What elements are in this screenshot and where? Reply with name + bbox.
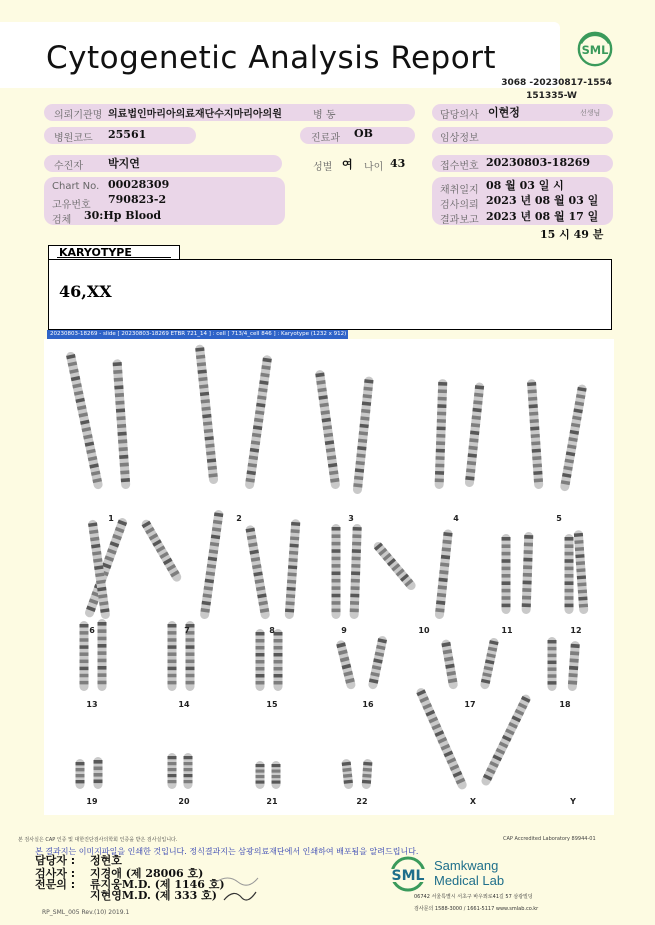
chromosome-shape xyxy=(112,359,130,489)
sex-value: 여 xyxy=(342,158,353,171)
chromosome-label: 7 xyxy=(184,626,190,635)
samkwang-logo-icon xyxy=(386,855,432,893)
ward-label: 병 동 xyxy=(313,110,336,121)
receipt-no-label: 접수번호 xyxy=(440,161,479,172)
chromosome-shape xyxy=(441,639,459,690)
chromosome-shape xyxy=(332,524,341,619)
chromosome-shape xyxy=(245,525,270,620)
chromosome-label: 16 xyxy=(362,700,374,709)
physician-value: 이현정 xyxy=(488,106,520,119)
chromosome-shape xyxy=(522,532,534,614)
chromosome-shape xyxy=(527,379,544,489)
staff-role: 전문의 : xyxy=(35,878,76,891)
chromosome-label: 3 xyxy=(348,514,354,523)
age-value: 43 xyxy=(390,157,406,170)
document-id-suffix: 151335-W xyxy=(526,91,577,101)
sml-logo-text: SML xyxy=(581,42,609,57)
chart-no-label: Chart No. xyxy=(52,181,100,192)
chromosome-label: X xyxy=(469,797,477,806)
samkwang-logo-text: SML xyxy=(391,868,425,884)
karyotype-value: 46,XX xyxy=(59,282,112,301)
chromosome-label: 8 xyxy=(269,626,275,635)
specimen-value: 30:Hp Blood xyxy=(84,209,162,222)
unique-no-value: 790823-2 xyxy=(108,193,167,206)
report-time-value: 15 시 49 분 xyxy=(540,228,604,241)
chromosome-shape xyxy=(560,384,588,492)
chromosome-shape xyxy=(140,518,183,583)
chromosome-shape xyxy=(372,540,417,592)
physician-label: 담당의사 xyxy=(440,110,479,121)
chromosome-label: 4 xyxy=(453,514,459,523)
chromosome-shape xyxy=(341,759,353,790)
receipt-no-value: 20230803-18269 xyxy=(486,156,591,169)
print-notice: 본 결과지는 이미지파일을 인쇄한 것입니다. 정식결과지는 삼광의료재단에서 인쇄하여 배포됨을 알려드립니다. xyxy=(35,847,419,856)
chromosome-shape xyxy=(435,379,448,489)
chromosome-shape xyxy=(245,355,273,490)
cap-statement: 본 검사실은 CAP 인증 및 대한진단검사의학회 인증을 받은 검사실입니다. xyxy=(18,837,178,843)
lab-phone: 검사문의 1588-3000 / 1661-5117 www.smlab.co.kr xyxy=(414,906,539,912)
institution-label: 의뢰기관명 xyxy=(54,110,103,121)
chromosome-label: 2 xyxy=(236,514,242,523)
chromosome-shape xyxy=(272,761,281,789)
lab-name-line1: Samkwang xyxy=(434,858,499,873)
request-date-value: 2023 년 08 월 03 일 xyxy=(486,194,599,207)
chromosome-label: 12 xyxy=(570,626,582,635)
sex-label: 성별 xyxy=(313,162,333,173)
hospital-code-label: 병원코드 xyxy=(54,133,93,144)
staff-role: 담당자 : xyxy=(35,854,76,867)
chromosome-label: 9 xyxy=(341,626,347,635)
chromosome-shape xyxy=(574,530,589,614)
chromosome-shape xyxy=(200,509,224,619)
report-title: Cytogenetic Analysis Report xyxy=(46,40,497,76)
report-date-value: 2023 년 08 월 17 일 xyxy=(486,210,599,223)
chromosome-shape xyxy=(315,370,341,490)
chromosome-label: 14 xyxy=(178,700,190,709)
chromosome-label: 18 xyxy=(559,700,571,709)
chromosome-shape xyxy=(435,529,453,619)
chromosome-shape xyxy=(368,635,388,690)
chart-no-value: 00028309 xyxy=(108,178,170,191)
chromosome-shape xyxy=(480,637,500,690)
unique-no-label: 고유번호 xyxy=(52,200,91,211)
patient-value: 박지연 xyxy=(108,157,140,170)
staff-name: 지경애 (제 28006 호) xyxy=(90,867,204,880)
chromosome-shape xyxy=(65,351,103,490)
staff-role: 검사자 : xyxy=(35,867,76,880)
chromosome-shape xyxy=(350,524,362,619)
chromosome-label: 19 xyxy=(86,797,98,806)
chromosome-shape xyxy=(568,641,580,692)
collect-date-label: 채취일지 xyxy=(440,185,479,196)
department-value: OB xyxy=(354,127,373,140)
chromosome-label: 20 xyxy=(178,797,190,806)
chromosome-shape xyxy=(94,757,103,789)
chromosome-shape xyxy=(256,629,265,691)
chromosome-shape xyxy=(480,693,532,787)
lab-address: 06742 서울특별시 서초구 바우뫼로41길 57 삼광빌딩 xyxy=(414,894,533,900)
chromosome-shape xyxy=(502,534,511,614)
chromosome-label: 22 xyxy=(356,797,368,806)
chromosome-label: 13 xyxy=(86,700,98,709)
hospital-code-value: 25561 xyxy=(108,128,147,141)
chromosome-shape xyxy=(256,761,265,789)
karyogram-chromosomes xyxy=(44,339,614,815)
chromosome-shape xyxy=(336,639,357,690)
karyotype-box xyxy=(48,259,612,330)
document-id: 3068 -20230817-1554 xyxy=(501,78,612,88)
institution-value: 의료법인마리아의료재단수지마리아의원 xyxy=(108,109,282,120)
age-label: 나이 xyxy=(364,162,384,173)
specimen-label: 검체 xyxy=(52,215,72,226)
chromosome-label: 6 xyxy=(89,626,95,635)
chromosome-label: 21 xyxy=(266,797,278,806)
karyogram-image xyxy=(44,339,614,815)
chromosome-label: 11 xyxy=(501,626,513,635)
chromosome-label: 15 xyxy=(266,700,278,709)
request-date-label: 검사의뢰 xyxy=(440,200,479,211)
staff-name: 지현영M.D. (제 333 호) xyxy=(90,889,217,902)
chromosome-shape xyxy=(76,759,85,789)
clinical-info-label: 임상정보 xyxy=(440,133,479,144)
chromosome-shape xyxy=(285,519,301,619)
signature-icon xyxy=(210,868,270,908)
department-label: 진료과 xyxy=(311,133,340,144)
chromosome-shape xyxy=(353,376,374,494)
chromosome-shape xyxy=(362,759,373,790)
chromosome-shape xyxy=(184,753,193,789)
chromosome-label: 5 xyxy=(556,514,562,523)
chromosome-shape xyxy=(465,382,485,487)
chromosome-shape xyxy=(565,534,574,614)
lab-name-line2: Medical Lab xyxy=(434,873,505,888)
chromosome-shape xyxy=(195,344,219,484)
staff-row xyxy=(35,876,225,892)
chromosome-label: Y xyxy=(570,797,576,806)
chromosome-shape xyxy=(548,637,557,691)
sml-logo-icon xyxy=(576,30,614,68)
chromosome-shape xyxy=(274,629,283,691)
chromosome-shape xyxy=(168,753,177,789)
chromosome-label: 10 xyxy=(418,626,430,635)
chromosome-label: 1 xyxy=(108,514,114,523)
staff-name: 류지웅M.D. (제 1146 호) xyxy=(90,878,225,891)
physician-suffix: 선생님 xyxy=(580,109,601,117)
karyogram-caption-bar: 20230803-18269 - slide [ 20230803-18269 ETBR 721_14 ] : cell [ 713/4_cell 846 ] : Karyotype (1232 x 912) xyxy=(47,330,348,339)
cap-accreditation: CAP Accredited Laboratory 89944-01 xyxy=(503,836,596,842)
staff-name: 정현호 xyxy=(90,854,122,867)
form-code: RP_SML_005 Rev.(10) 2019.1 xyxy=(42,909,130,916)
karyotype-tab: KARYOTYPE xyxy=(48,245,180,259)
patient-label: 수진자 xyxy=(54,161,83,172)
report-date-label: 결과보고 xyxy=(440,215,479,226)
chromosome-label: 17 xyxy=(464,700,476,709)
collect-date-value: 08 월 03 일 시 xyxy=(486,179,564,192)
